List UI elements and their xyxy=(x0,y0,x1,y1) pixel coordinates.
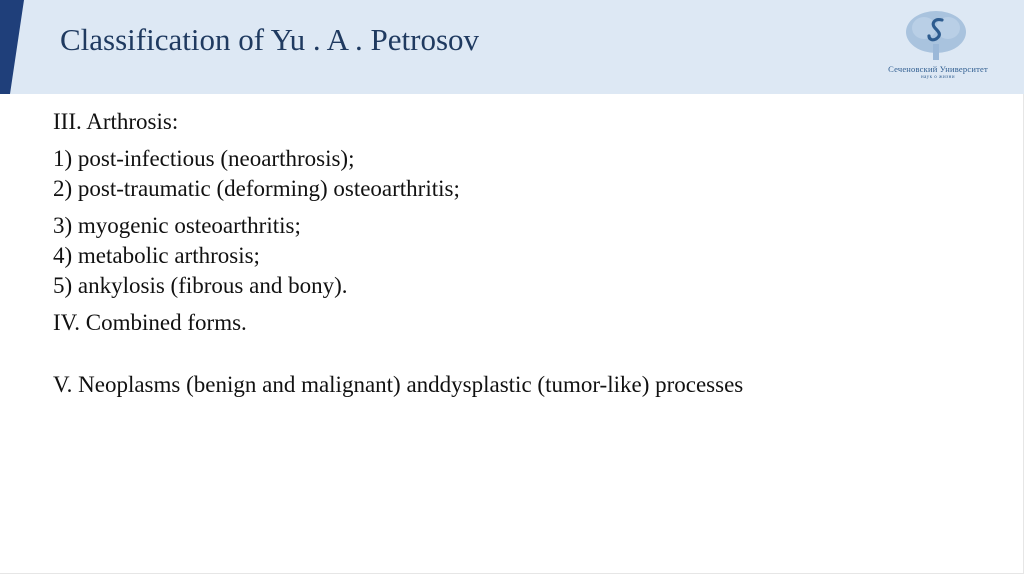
list-item: 4) metabolic arthrosis; xyxy=(53,243,260,268)
accent-stripe xyxy=(0,0,24,94)
list-item: 5) ankylosis (fibrous and bony). xyxy=(53,273,348,298)
logo-tagline: наук о жизни xyxy=(920,75,956,80)
header-band xyxy=(0,0,1024,94)
list-item: 2) post-traumatic (deforming) osteoarthritis; xyxy=(53,176,460,201)
slide-title: Classification of Yu . A . Petrosov xyxy=(60,22,480,57)
section-iii-heading: III. Arthrosis: xyxy=(53,109,179,134)
list-item: 1) post-infectious (neoarthrosis); xyxy=(53,146,355,171)
slide-content xyxy=(53,107,983,400)
logo-name: Сеченовский Университет xyxy=(888,64,988,74)
section-iv-heading: IV. Combined forms. xyxy=(53,310,247,335)
tree-logo-icon xyxy=(904,8,968,62)
section-v-heading: V. Neoplasms (benign and malignant) anddysplastic (tumor-like) processes xyxy=(53,372,744,397)
university-logo xyxy=(868,8,1008,88)
list-item: 3) myogenic osteoarthritis; xyxy=(53,213,301,238)
